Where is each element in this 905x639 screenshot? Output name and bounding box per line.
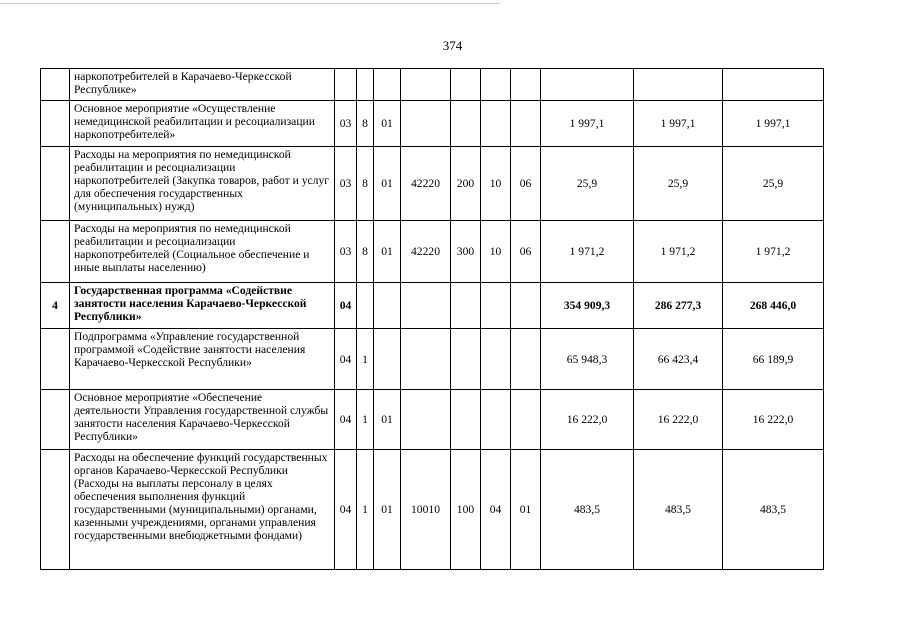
code-section-cell: 03 [335,147,357,221]
row-name-cell: Государственная программа «Содействие занятости населения Карачаево-Черкесской Республики» [70,283,335,329]
value-year1-cell: 1 997,1 [541,101,634,147]
expense-type-cell: 300 [451,221,481,283]
subsection-cell [511,329,541,390]
code-section-cell: 04 [335,283,357,329]
table-row [41,221,824,283]
row-name-cell: Основное мероприятие «Обеспечение деятельности Управления государственной службы занятости населения Карачаево-Черкесской Республики» [70,390,335,450]
expense-type-cell: 100 [451,450,481,570]
code-subprogram-cell: 8 [357,147,374,221]
row-index-cell: 4 [41,283,70,329]
code-section-cell: 04 [335,329,357,390]
row-name-cell: наркопотребителей в Карачаево-Черкесской Республике» [70,69,335,101]
code-subprogram-cell: 8 [357,101,374,147]
row-name-cell: Подпрограмма «Управление государственной программой «Содействие занятости населения Карачаево-Черкесской Республики» [70,329,335,390]
row-index-cell [41,329,70,390]
code-subprogram-cell: 1 [357,390,374,450]
value-year2-cell: 1 971,2 [634,221,723,283]
code-section-cell: 04 [335,450,357,570]
subsection-cell [511,283,541,329]
code-event-cell: 01 [374,390,401,450]
code-direction-cell: 42220 [401,147,451,221]
section-cell [481,283,511,329]
code-section-cell: 03 [335,101,357,147]
expense-type-cell [451,329,481,390]
code-direction-cell [401,101,451,147]
value-year2-cell: 66 423,4 [634,329,723,390]
code-section-cell: 04 [335,390,357,450]
code-event-cell [374,283,401,329]
row-index-cell [41,221,70,283]
scan-edge-line [0,3,500,4]
value-year1-cell: 65 948,3 [541,329,634,390]
row-name-cell: Расходы на мероприятия по немедицинской реабилитации и ресоциализации наркопотребителей (Закупка товаров, работ и услуг для обеспечения государственных (муниципальных) нужд) [70,147,335,221]
subsection-cell: 06 [511,147,541,221]
table-row [41,450,824,570]
table-row [41,283,824,329]
subsection-cell: 06 [511,221,541,283]
page-number: 374 [442,38,463,53]
expense-type-cell [451,101,481,147]
value-year2-cell: 16 222,0 [634,390,723,450]
value-year2-cell: 25,9 [634,147,723,221]
section-cell [481,390,511,450]
value-year3-cell [723,69,824,101]
value-year3-cell: 483,5 [723,450,824,570]
code-direction-cell: 10010 [401,450,451,570]
value-year1-cell [541,69,634,101]
code-subprogram-cell: 1 [357,329,374,390]
row-name-cell: Основное мероприятие «Осуществление немедицинской реабилитации и ресоциализации наркопотребителей» [70,101,335,147]
code-subprogram-cell [357,283,374,329]
code-subprogram-cell: 8 [357,221,374,283]
expense-type-cell [451,390,481,450]
expense-type-cell [451,283,481,329]
section-cell: 04 [481,450,511,570]
value-year3-cell: 66 189,9 [723,329,824,390]
subsection-cell [511,101,541,147]
value-year3-cell: 25,9 [723,147,824,221]
value-year1-cell: 25,9 [541,147,634,221]
value-year1-cell: 483,5 [541,450,634,570]
code-direction-cell [401,69,451,101]
value-year2-cell: 483,5 [634,450,723,570]
section-cell [481,101,511,147]
code-section-cell [335,69,357,101]
value-year1-cell: 354 909,3 [541,283,634,329]
row-name-cell: Расходы на мероприятия по немедицинской реабилитации и ресоциализации наркопотребителей (Социальное обеспечение и иные выплаты населению) [70,221,335,283]
row-index-cell [41,101,70,147]
code-event-cell [374,329,401,390]
section-cell: 10 [481,147,511,221]
row-index-cell [41,147,70,221]
code-event-cell: 01 [374,101,401,147]
row-index-cell [41,390,70,450]
code-direction-cell [401,283,451,329]
subsection-cell [511,69,541,101]
value-year3-cell: 16 222,0 [723,390,824,450]
expense-type-cell: 200 [451,147,481,221]
code-direction-cell [401,329,451,390]
code-event-cell: 01 [374,147,401,221]
table-row [41,101,824,147]
value-year2-cell [634,69,723,101]
row-index-cell [41,69,70,101]
table-row [41,329,824,390]
table-row [41,390,824,450]
section-cell [481,69,511,101]
code-subprogram-cell [357,69,374,101]
code-event-cell [374,69,401,101]
table-row [41,69,824,101]
table-row [41,147,824,221]
value-year1-cell: 1 971,2 [541,221,634,283]
code-direction-cell: 42220 [401,221,451,283]
table-body [41,69,824,570]
code-event-cell: 01 [374,450,401,570]
code-event-cell: 01 [374,221,401,283]
value-year2-cell: 1 997,1 [634,101,723,147]
row-index-cell [41,450,70,570]
section-cell: 10 [481,221,511,283]
code-section-cell: 03 [335,221,357,283]
subsection-cell [511,390,541,450]
value-year3-cell: 1 997,1 [723,101,824,147]
value-year3-cell: 268 446,0 [723,283,824,329]
section-cell [481,329,511,390]
budget-table [40,68,824,570]
value-year1-cell: 16 222,0 [541,390,634,450]
value-year2-cell: 286 277,3 [634,283,723,329]
code-direction-cell [401,390,451,450]
expense-type-cell [451,69,481,101]
code-subprogram-cell: 1 [357,450,374,570]
subsection-cell: 01 [511,450,541,570]
row-name-cell: Расходы на обеспечение функций государственных органов Карачаево-Черкесской Республики (Расходы на выплаты персоналу в целях обеспечения выполнения функций государственными (муниципальными) органами, казенными учреждениями, органами управления государственными внебюджетными фондами) [70,450,335,570]
value-year3-cell: 1 971,2 [723,221,824,283]
